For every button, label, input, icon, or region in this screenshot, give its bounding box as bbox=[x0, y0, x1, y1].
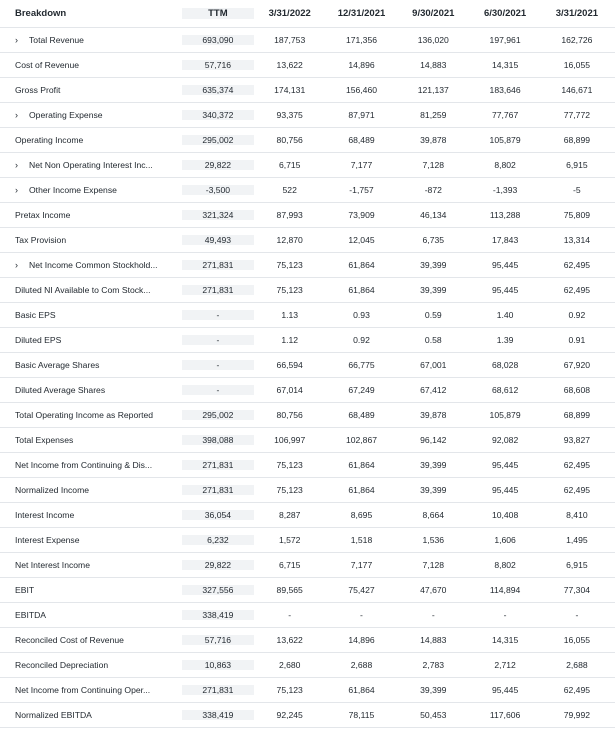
cell-value: 12,045 bbox=[348, 235, 375, 245]
row-label-text: Basic EPS bbox=[15, 310, 56, 320]
table-row bbox=[0, 128, 615, 153]
table-row[interactable] bbox=[0, 153, 615, 178]
cell-value: 66,775 bbox=[348, 360, 375, 370]
cell-value: 87,993 bbox=[276, 210, 303, 220]
cell-ttm-value: 57,716 bbox=[182, 60, 254, 70]
row-label-text: Normalized Income bbox=[15, 485, 90, 495]
cell-value: 1,536 bbox=[422, 535, 445, 545]
cell-ttm-value: -3,500 bbox=[182, 185, 254, 195]
row-label-text: Interest Income bbox=[15, 510, 75, 520]
row-label bbox=[0, 560, 182, 570]
row-label-text: Net Income from Continuing Oper... bbox=[15, 685, 151, 695]
cell-value: 17,843 bbox=[491, 235, 519, 245]
chevron-right-icon[interactable]: › bbox=[15, 35, 18, 45]
cell-value: 6,915 bbox=[566, 560, 588, 570]
cell-value: 92,245 bbox=[276, 710, 303, 720]
cell-value: 8,410 bbox=[566, 510, 588, 520]
row-label bbox=[0, 85, 182, 95]
row-label-text: Total Operating Income as Reported bbox=[15, 410, 154, 420]
column-header-period: 3/31/2022 bbox=[268, 8, 311, 19]
cell-value: 75,123 bbox=[276, 260, 303, 270]
cell-value: 171,356 bbox=[345, 35, 378, 45]
cell-value: 12,870 bbox=[276, 235, 303, 245]
row-label-text: Cost of Revenue bbox=[15, 60, 80, 70]
cell-value: - bbox=[575, 610, 579, 620]
cell-value: 0.91 bbox=[568, 335, 586, 345]
table-row bbox=[0, 578, 615, 603]
row-label bbox=[0, 510, 182, 520]
cell-value: 7,128 bbox=[422, 560, 445, 570]
cell-value: 6,715 bbox=[278, 560, 301, 570]
table-row bbox=[0, 78, 615, 103]
cell-value: 1,495 bbox=[566, 535, 588, 545]
cell-value: 2,680 bbox=[278, 660, 301, 670]
cell-value: 95,445 bbox=[491, 285, 519, 295]
cell-value: 87,971 bbox=[348, 110, 375, 120]
table-row bbox=[0, 453, 615, 478]
cell-value: 105,879 bbox=[489, 135, 521, 145]
row-label-text: EBITDA bbox=[15, 610, 47, 620]
cell-value: 68,489 bbox=[348, 410, 375, 420]
table-row bbox=[0, 53, 615, 78]
row-label-text: Diluted EPS bbox=[15, 335, 62, 345]
cell-value: 13,314 bbox=[563, 235, 591, 245]
cell-value: 14,315 bbox=[491, 60, 519, 70]
cell-value: 73,909 bbox=[348, 210, 375, 220]
row-label-text: Operating Income bbox=[15, 135, 84, 145]
cell-value: 1.39 bbox=[496, 335, 514, 345]
table-row bbox=[0, 278, 615, 303]
table-header bbox=[0, 0, 615, 28]
cell-value: 92,082 bbox=[491, 435, 519, 445]
cell-value: 14,883 bbox=[420, 60, 447, 70]
row-label-text: Net Income Common Stockhold... bbox=[29, 260, 158, 270]
table-row[interactable] bbox=[0, 103, 615, 128]
cell-value: 39,878 bbox=[420, 135, 447, 145]
row-label-text: Diluted Average Shares bbox=[15, 385, 106, 395]
cell-value: 7,177 bbox=[350, 560, 373, 570]
cell-value: 96,142 bbox=[420, 435, 447, 445]
row-label bbox=[0, 410, 182, 420]
cell-value: 39,878 bbox=[420, 410, 447, 420]
table-row bbox=[0, 503, 615, 528]
cell-value: 93,375 bbox=[276, 110, 303, 120]
table-row bbox=[0, 353, 615, 378]
cell-value: 62,495 bbox=[563, 685, 591, 695]
row-label[interactable] bbox=[0, 110, 182, 120]
cell-ttm-value: - bbox=[182, 310, 254, 320]
cell-value: 77,304 bbox=[563, 585, 591, 595]
cell-value: 14,883 bbox=[420, 635, 447, 645]
cell-value: 13,622 bbox=[276, 60, 303, 70]
cell-value: 95,445 bbox=[491, 485, 519, 495]
cell-value: 0.92 bbox=[353, 335, 370, 345]
cell-value: 61,864 bbox=[348, 285, 375, 295]
cell-value: 62,495 bbox=[563, 260, 591, 270]
row-label-text: Other Income Expense bbox=[29, 185, 117, 195]
cell-value: 13,622 bbox=[276, 635, 303, 645]
row-label-text: Normalized EBITDA bbox=[15, 710, 92, 720]
row-label-text: Interest Expense bbox=[15, 535, 80, 545]
cell-value: 187,753 bbox=[274, 35, 306, 45]
cell-value: 0.59 bbox=[424, 310, 442, 320]
row-label bbox=[0, 285, 182, 295]
cell-ttm-value: 340,372 bbox=[182, 110, 254, 120]
cell-value: 146,671 bbox=[561, 85, 593, 95]
cell-value: 6,735 bbox=[422, 235, 445, 245]
cell-value: 75,123 bbox=[276, 460, 303, 470]
cell-value: 174,131 bbox=[274, 85, 306, 95]
column-header-ttm: TTM bbox=[182, 8, 254, 19]
cell-value: 68,612 bbox=[491, 385, 519, 395]
table-row bbox=[0, 203, 615, 228]
cell-ttm-value: 6,232 bbox=[182, 535, 254, 545]
cell-value: 95,445 bbox=[491, 460, 519, 470]
cell-value: 1.40 bbox=[496, 310, 514, 320]
table-row bbox=[0, 528, 615, 553]
cell-value: 39,399 bbox=[420, 285, 447, 295]
cell-value: 39,399 bbox=[420, 460, 447, 470]
cell-value: 2,688 bbox=[566, 660, 588, 670]
cell-value: -1,757 bbox=[349, 185, 374, 195]
table-row bbox=[0, 703, 615, 728]
cell-value: 0.93 bbox=[353, 310, 370, 320]
cell-value: 1,572 bbox=[278, 535, 301, 545]
row-label bbox=[0, 385, 182, 395]
cell-value: 81,259 bbox=[420, 110, 447, 120]
cell-value: 10,408 bbox=[491, 510, 519, 520]
row-label bbox=[0, 210, 182, 220]
table-row bbox=[0, 428, 615, 453]
table-row bbox=[0, 478, 615, 503]
cell-ttm-value: - bbox=[182, 385, 254, 395]
cell-value: 68,608 bbox=[563, 385, 591, 395]
cell-ttm-value: 271,831 bbox=[182, 460, 254, 470]
cell-value: -1,393 bbox=[492, 185, 518, 195]
cell-value: 61,864 bbox=[348, 260, 375, 270]
cell-value: 1,606 bbox=[494, 535, 516, 545]
table-row bbox=[0, 653, 615, 678]
row-label bbox=[0, 485, 182, 495]
cell-value: 2,688 bbox=[350, 660, 373, 670]
row-label-text: EBIT bbox=[15, 585, 35, 595]
cell-value: 95,445 bbox=[491, 260, 519, 270]
cell-value: 75,809 bbox=[563, 210, 591, 220]
cell-value: 62,495 bbox=[563, 485, 591, 495]
cell-value: - bbox=[288, 610, 292, 620]
cell-ttm-value: 29,822 bbox=[182, 560, 254, 570]
cell-value: 68,899 bbox=[563, 135, 591, 145]
cell-value: - bbox=[431, 610, 435, 620]
table-row[interactable] bbox=[0, 178, 615, 203]
cell-value: 6,915 bbox=[566, 160, 588, 170]
table-row bbox=[0, 328, 615, 353]
row-label bbox=[0, 60, 182, 70]
cell-ttm-value: 338,419 bbox=[182, 610, 254, 620]
column-header-period: 9/30/2021 bbox=[412, 8, 455, 19]
row-label-text: Diluted NI Available to Com Stock... bbox=[15, 285, 151, 295]
cell-value: 156,460 bbox=[345, 85, 378, 95]
cell-value: 46,134 bbox=[420, 210, 447, 220]
cell-value: 113,288 bbox=[489, 210, 521, 220]
cell-value: 8,802 bbox=[494, 160, 516, 170]
cell-value: 39,399 bbox=[420, 260, 447, 270]
row-label[interactable] bbox=[0, 185, 182, 195]
cell-value: 121,137 bbox=[417, 85, 449, 95]
table-row bbox=[0, 303, 615, 328]
cell-ttm-value: 271,831 bbox=[182, 260, 254, 270]
row-label[interactable] bbox=[0, 35, 182, 45]
cell-value: 102,867 bbox=[345, 435, 378, 445]
cell-value: 16,055 bbox=[563, 635, 591, 645]
cell-value: 61,864 bbox=[348, 685, 375, 695]
table-row bbox=[0, 603, 615, 628]
row-label bbox=[0, 635, 182, 645]
cell-value: 2,712 bbox=[494, 660, 516, 670]
cell-value: 14,896 bbox=[348, 635, 375, 645]
table-row[interactable] bbox=[0, 253, 615, 278]
cell-value: 2,783 bbox=[422, 660, 445, 670]
row-label bbox=[0, 710, 182, 720]
cell-value: 67,412 bbox=[420, 385, 447, 395]
cell-value: 67,014 bbox=[276, 385, 303, 395]
cell-value: 68,489 bbox=[348, 135, 375, 145]
cell-value: 77,772 bbox=[563, 110, 591, 120]
cell-value: 8,664 bbox=[422, 510, 445, 520]
cell-ttm-value: - bbox=[182, 335, 254, 345]
cell-value: 1.12 bbox=[281, 335, 299, 345]
cell-value: 117,606 bbox=[489, 710, 521, 720]
cell-value: 14,315 bbox=[491, 635, 519, 645]
cell-value: - bbox=[360, 610, 363, 620]
cell-ttm-value: 321,324 bbox=[182, 210, 254, 220]
chevron-right-icon[interactable]: › bbox=[15, 185, 18, 195]
cell-ttm-value: 29,822 bbox=[182, 160, 254, 170]
cell-value: 197,961 bbox=[489, 35, 521, 45]
row-label bbox=[0, 335, 182, 345]
cell-value: 67,001 bbox=[420, 360, 447, 370]
cell-ttm-value: 295,002 bbox=[182, 135, 254, 145]
row-label bbox=[0, 360, 182, 370]
cell-value: 1,518 bbox=[350, 535, 373, 545]
row-label bbox=[0, 135, 182, 145]
cell-ttm-value: 57,716 bbox=[182, 635, 254, 645]
cell-value: 79,992 bbox=[563, 710, 591, 720]
cell-value: 62,495 bbox=[563, 460, 591, 470]
cell-value: 7,128 bbox=[422, 160, 445, 170]
cell-value: - bbox=[503, 610, 507, 620]
row-label[interactable] bbox=[0, 260, 182, 270]
row-label-text: Net Income from Continuing & Dis... bbox=[15, 460, 153, 470]
row-label-text: Basic Average Shares bbox=[15, 360, 100, 370]
row-label bbox=[0, 460, 182, 470]
cell-value: 93,827 bbox=[563, 435, 591, 445]
column-header-period: 12/31/2021 bbox=[337, 8, 386, 19]
row-label bbox=[0, 435, 182, 445]
cell-ttm-value: 327,556 bbox=[182, 585, 254, 595]
row-label bbox=[0, 610, 182, 620]
row-label-text: Total Revenue bbox=[29, 35, 84, 45]
row-label bbox=[0, 535, 182, 545]
cell-value: 7,177 bbox=[350, 160, 373, 170]
cell-value: 61,864 bbox=[348, 485, 375, 495]
table-body bbox=[0, 28, 615, 728]
cell-value: 16,055 bbox=[563, 60, 591, 70]
cell-ttm-value: 338,419 bbox=[182, 710, 254, 720]
cell-value: 162,726 bbox=[561, 35, 593, 45]
cell-value: -5 bbox=[573, 185, 581, 195]
row-label-text: Operating Expense bbox=[29, 110, 103, 120]
row-label bbox=[0, 685, 182, 695]
row-label-text: Tax Provision bbox=[15, 235, 67, 245]
row-label bbox=[0, 310, 182, 320]
cell-value: 75,427 bbox=[348, 585, 375, 595]
cell-value: 106,997 bbox=[274, 435, 306, 445]
table-row[interactable] bbox=[0, 28, 615, 53]
row-label-text: Total Expenses bbox=[15, 435, 74, 445]
breakdown-header: Breakdown bbox=[15, 8, 67, 19]
cell-value: 75,123 bbox=[276, 285, 303, 295]
column-header-period: 3/31/2021 bbox=[555, 8, 599, 19]
cell-value: 78,115 bbox=[348, 710, 375, 720]
cell-value: 136,020 bbox=[417, 35, 449, 45]
cell-value: 8,802 bbox=[494, 560, 516, 570]
cell-value: 0.92 bbox=[568, 310, 586, 320]
row-label bbox=[0, 660, 182, 670]
cell-ttm-value: - bbox=[182, 360, 254, 370]
chevron-right-icon[interactable]: › bbox=[15, 160, 18, 170]
cell-value: 75,123 bbox=[276, 685, 303, 695]
cell-value: 39,399 bbox=[420, 685, 447, 695]
table-row bbox=[0, 378, 615, 403]
cell-value: 80,756 bbox=[276, 410, 303, 420]
table-row bbox=[0, 628, 615, 653]
cell-ttm-value: 36,054 bbox=[182, 510, 254, 520]
cell-ttm-value: 635,374 bbox=[182, 85, 254, 95]
row-label[interactable] bbox=[0, 160, 182, 170]
cell-value: 67,249 bbox=[348, 385, 375, 395]
column-header-period: 6/30/2021 bbox=[483, 8, 527, 19]
row-label-text: Reconciled Cost of Revenue bbox=[15, 635, 124, 645]
cell-ttm-value: 693,090 bbox=[182, 35, 254, 45]
cell-value: 0.58 bbox=[424, 335, 442, 345]
row-label-text: Net Non Operating Interest Inc... bbox=[29, 160, 153, 170]
table-row bbox=[0, 228, 615, 253]
row-label bbox=[0, 235, 182, 245]
cell-value: 47,670 bbox=[420, 585, 447, 595]
cell-value: 1.13 bbox=[281, 310, 299, 320]
cell-value: 75,123 bbox=[276, 485, 303, 495]
row-label-text: Net Interest Income bbox=[15, 560, 90, 570]
cell-ttm-value: 271,831 bbox=[182, 685, 254, 695]
cell-value: 67,920 bbox=[563, 360, 591, 370]
cell-value: 50,453 bbox=[420, 710, 447, 720]
cell-value: 62,495 bbox=[563, 285, 591, 295]
cell-ttm-value: 10,863 bbox=[182, 660, 254, 670]
cell-value: 89,565 bbox=[276, 585, 303, 595]
cell-ttm-value: 398,088 bbox=[182, 435, 254, 445]
cell-value: 68,899 bbox=[563, 410, 591, 420]
cell-value: 61,864 bbox=[348, 460, 375, 470]
chevron-right-icon[interactable]: › bbox=[15, 110, 18, 120]
table-row bbox=[0, 553, 615, 578]
cell-value: 68,028 bbox=[491, 360, 519, 370]
row-label bbox=[0, 585, 182, 595]
cell-value: 77,767 bbox=[491, 110, 519, 120]
cell-ttm-value: 271,831 bbox=[182, 285, 254, 295]
cell-ttm-value: 271,831 bbox=[182, 485, 254, 495]
row-label-text: Pretax Income bbox=[15, 210, 71, 220]
chevron-right-icon[interactable]: › bbox=[15, 260, 18, 270]
cell-ttm-value: 295,002 bbox=[182, 410, 254, 420]
cell-value: 66,594 bbox=[276, 360, 303, 370]
row-label-text: Reconciled Depreciation bbox=[15, 660, 109, 670]
cell-value: 183,646 bbox=[489, 85, 521, 95]
row-label-text: Gross Profit bbox=[15, 85, 61, 95]
cell-value: 105,879 bbox=[489, 410, 521, 420]
cell-value: 14,896 bbox=[348, 60, 375, 70]
cell-value: 522 bbox=[282, 185, 297, 195]
cell-value: 80,756 bbox=[276, 135, 303, 145]
table-row bbox=[0, 403, 615, 428]
cell-value: 8,287 bbox=[278, 510, 301, 520]
cell-ttm-value: 49,493 bbox=[182, 235, 254, 245]
cell-value: 6,715 bbox=[278, 160, 301, 170]
cell-value: 8,695 bbox=[350, 510, 373, 520]
table-row bbox=[0, 678, 615, 703]
cell-value: -872 bbox=[424, 185, 442, 195]
cell-value: 95,445 bbox=[491, 685, 519, 695]
cell-value: 114,894 bbox=[489, 585, 521, 595]
cell-value: 39,399 bbox=[420, 485, 447, 495]
